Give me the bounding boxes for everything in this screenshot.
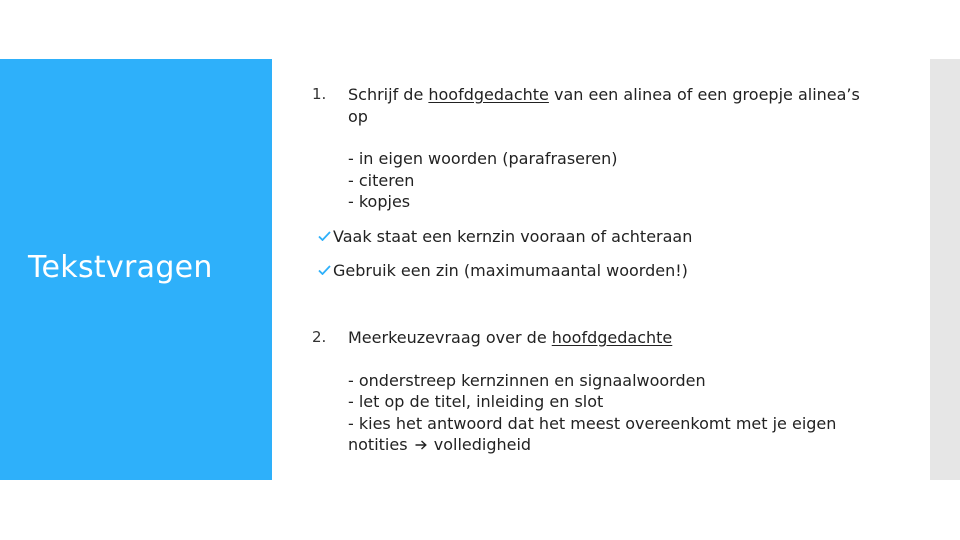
- bullet-1-text: Vaak staat een kernzin vooraan of achteraan: [333, 227, 693, 246]
- bullet-2-text: Gebruik een zin (maximumaantal woorden!): [333, 261, 688, 280]
- item-1-underlined-term: hoofdgedachte: [428, 85, 549, 104]
- item-2-sub-4: [348, 434, 531, 455]
- item-1-sub-1: - in eigen woorden (parafraseren): [348, 149, 618, 168]
- item-1-line-2: op: [348, 107, 368, 126]
- check-bullet-icon: [318, 265, 331, 275]
- item-2-sub-1: - onderstreep kernzinnen en signaalwoorden: [348, 371, 706, 390]
- right-accent-bar: [930, 59, 960, 480]
- item-2-line: [348, 327, 672, 348]
- item-2-sub-3: - kies het antwoord dat het meest overeenkomt met je eigen: [348, 414, 837, 433]
- item-1-sub-2: - citeren: [348, 171, 415, 190]
- item-1-number: 1.: [312, 85, 327, 103]
- bullet-2: [318, 260, 688, 281]
- item-2-text-pre: Meerkeuzevraag over de: [348, 328, 552, 347]
- item-1-line-1: [348, 84, 860, 105]
- right-arrow-icon: [415, 440, 427, 450]
- item-2-sub-2: - let op de titel, inleiding en slot: [348, 392, 604, 411]
- item-1-sub-3: - kopjes: [348, 192, 411, 211]
- check-bullet-icon: [318, 231, 331, 241]
- slide-title: Tekstvragen: [28, 250, 213, 285]
- item-2-number: 2.: [312, 328, 327, 346]
- item-1-text-post: van een alinea of een groepje alinea’s: [548, 85, 860, 104]
- item-2-volledigheid: volledigheid: [433, 435, 532, 454]
- bullet-1: [318, 226, 692, 247]
- item-2-underlined-term: hoofdgedachte: [551, 328, 673, 347]
- item-1-text-pre: Schrijf de: [348, 85, 429, 104]
- item-2-notities: notities: [348, 435, 408, 454]
